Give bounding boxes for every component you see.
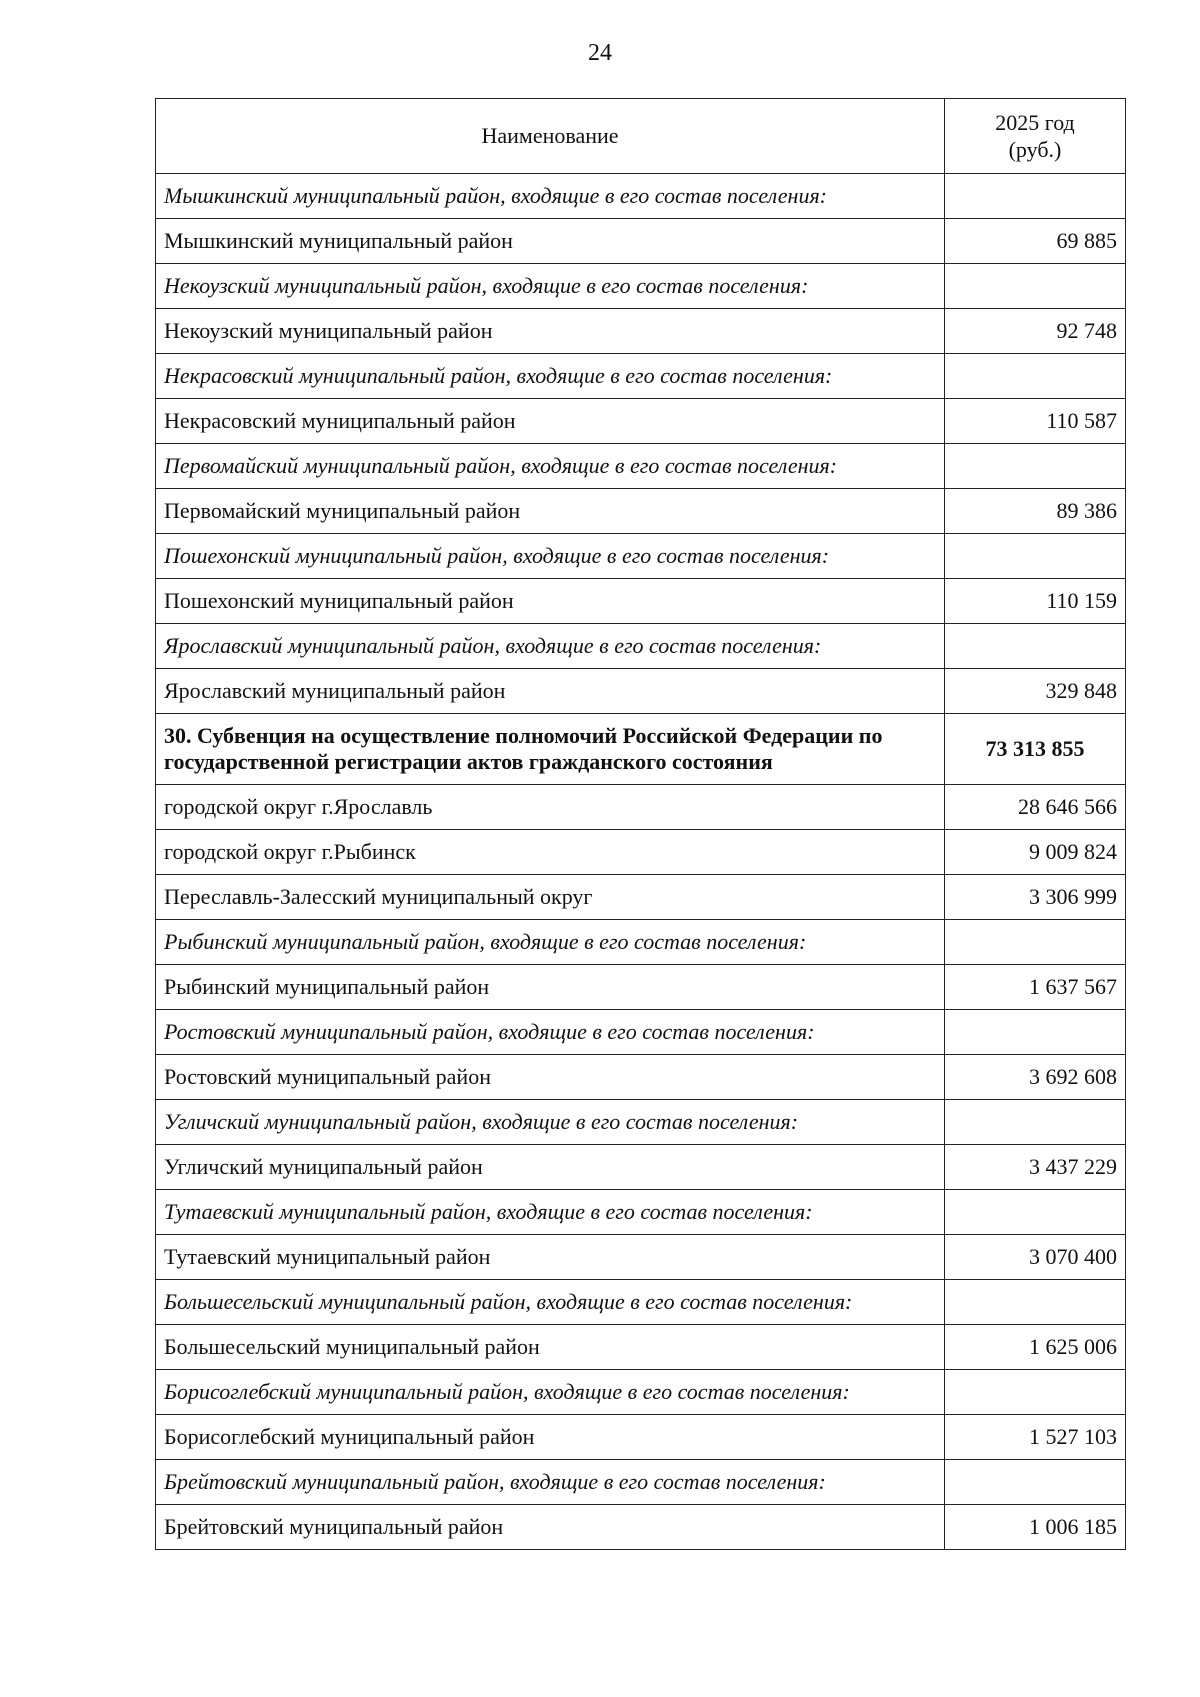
group-title: Угличский муниципальный район, входящие в его состав поселения: <box>156 1100 945 1145</box>
table-row <box>156 1415 1126 1460</box>
group-row <box>156 1010 1126 1055</box>
row-value <box>945 174 1126 219</box>
row-value: 28 646 566 <box>945 785 1126 830</box>
group-row <box>156 534 1126 579</box>
table-row <box>156 875 1126 920</box>
row-value: 1 527 103 <box>945 1415 1126 1460</box>
group-title: Мышкинский муниципальный район, входящие в его состав поселения: <box>156 174 945 219</box>
row-value <box>945 1190 1126 1235</box>
row-value: 92 748 <box>945 309 1126 354</box>
row-value: 3 070 400 <box>945 1235 1126 1280</box>
row-name: Пошехонский муниципальный район <box>156 579 945 624</box>
row-value <box>945 624 1126 669</box>
row-value: 3 437 229 <box>945 1145 1126 1190</box>
table-row <box>156 219 1126 264</box>
row-value: 110 159 <box>945 579 1126 624</box>
row-value <box>945 920 1126 965</box>
group-title: Борисоглебский муниципальный район, входящие в его состав поселения: <box>156 1370 945 1415</box>
row-name: городской округ г.Ярославль <box>156 785 945 830</box>
row-value <box>945 1370 1126 1415</box>
table-row <box>156 965 1126 1010</box>
row-value: 9 009 824 <box>945 830 1126 875</box>
row-name: Ростовский муниципальный район <box>156 1055 945 1100</box>
section-title: 30. Субвенция на осуществление полномочий Российской Федерации по государственной регистрации актов гражданского состояния <box>156 714 945 785</box>
page-number: 24 <box>588 40 612 66</box>
row-value <box>945 1460 1126 1505</box>
group-row <box>156 174 1126 219</box>
group-title: Некрасовский муниципальный район, входящие в его состав поселения: <box>156 354 945 399</box>
row-name: Рыбинский муниципальный район <box>156 965 945 1010</box>
row-name: Тутаевский муниципальный район <box>156 1235 945 1280</box>
header-year-label: 2025 год <box>995 110 1075 135</box>
row-value: 1 637 567 <box>945 965 1126 1010</box>
row-name: Угличский муниципальный район <box>156 1145 945 1190</box>
group-title: Некоузский муниципальный район, входящие в его состав поселения: <box>156 264 945 309</box>
row-value: 3 692 608 <box>945 1055 1126 1100</box>
table-row <box>156 785 1126 830</box>
row-name: Брейтовский муниципальный район <box>156 1505 945 1550</box>
table-row <box>156 830 1126 875</box>
row-value <box>945 354 1126 399</box>
group-title: Тутаевский муниципальный район, входящие в его состав поселения: <box>156 1190 945 1235</box>
group-row <box>156 264 1126 309</box>
table-row <box>156 1505 1126 1550</box>
table-row <box>156 1055 1126 1100</box>
group-row <box>156 624 1126 669</box>
row-name: Мышкинский муниципальный район <box>156 219 945 264</box>
group-title: Ярославский муниципальный район, входящие в его состав поселения: <box>156 624 945 669</box>
row-value: 329 848 <box>945 669 1126 714</box>
row-name: Большесельский муниципальный район <box>156 1325 945 1370</box>
row-name: Некоузский муниципальный район <box>156 309 945 354</box>
table-row <box>156 399 1126 444</box>
table-row <box>156 669 1126 714</box>
row-value: 89 386 <box>945 489 1126 534</box>
row-value: 69 885 <box>945 219 1126 264</box>
row-name: Ярославский муниципальный район <box>156 669 945 714</box>
group-row <box>156 354 1126 399</box>
table-row <box>156 309 1126 354</box>
row-name: Переславль-Залесский муниципальный округ <box>156 875 945 920</box>
row-name: Некрасовский муниципальный район <box>156 399 945 444</box>
row-name: городской округ г.Рыбинск <box>156 830 945 875</box>
group-title: Большесельский муниципальный район, входящие в его состав поселения: <box>156 1280 945 1325</box>
group-row <box>156 1100 1126 1145</box>
group-row <box>156 1190 1126 1235</box>
section-total: 73 313 855 <box>945 714 1126 785</box>
row-value <box>945 444 1126 489</box>
group-row <box>156 1280 1126 1325</box>
row-value <box>945 1280 1126 1325</box>
group-title: Пошехонский муниципальный район, входящие в его состав поселения: <box>156 534 945 579</box>
row-name: Борисоглебский муниципальный район <box>156 1415 945 1460</box>
group-title: Брейтовский муниципальный район, входящие в его состав поселения: <box>156 1460 945 1505</box>
budget-table <box>155 98 1126 1550</box>
row-value <box>945 264 1126 309</box>
group-title: Рыбинский муниципальный район, входящие в его состав поселения: <box>156 920 945 965</box>
table-header-row <box>156 99 1126 174</box>
row-value: 3 306 999 <box>945 875 1126 920</box>
group-title: Первомайский муниципальный район, входящие в его состав поселения: <box>156 444 945 489</box>
table-row <box>156 1325 1126 1370</box>
table-row <box>156 579 1126 624</box>
row-value <box>945 534 1126 579</box>
table-row <box>156 1145 1126 1190</box>
group-title: Ростовский муниципальный район, входящие в его состав поселения: <box>156 1010 945 1055</box>
header-year <box>945 99 1126 174</box>
group-row <box>156 444 1126 489</box>
header-name: Наименование <box>156 99 945 174</box>
row-value <box>945 1010 1126 1055</box>
row-value <box>945 1100 1126 1145</box>
table-row <box>156 1235 1126 1280</box>
row-value: 110 587 <box>945 399 1126 444</box>
group-row <box>156 1370 1126 1415</box>
group-row <box>156 920 1126 965</box>
row-name: Первомайский муниципальный район <box>156 489 945 534</box>
row-value: 1 625 006 <box>945 1325 1126 1370</box>
table-body <box>156 174 1126 1550</box>
table-row <box>156 489 1126 534</box>
header-unit-label: (руб.) <box>1008 137 1062 162</box>
section-row <box>156 714 1126 785</box>
row-value: 1 006 185 <box>945 1505 1126 1550</box>
group-row <box>156 1460 1126 1505</box>
